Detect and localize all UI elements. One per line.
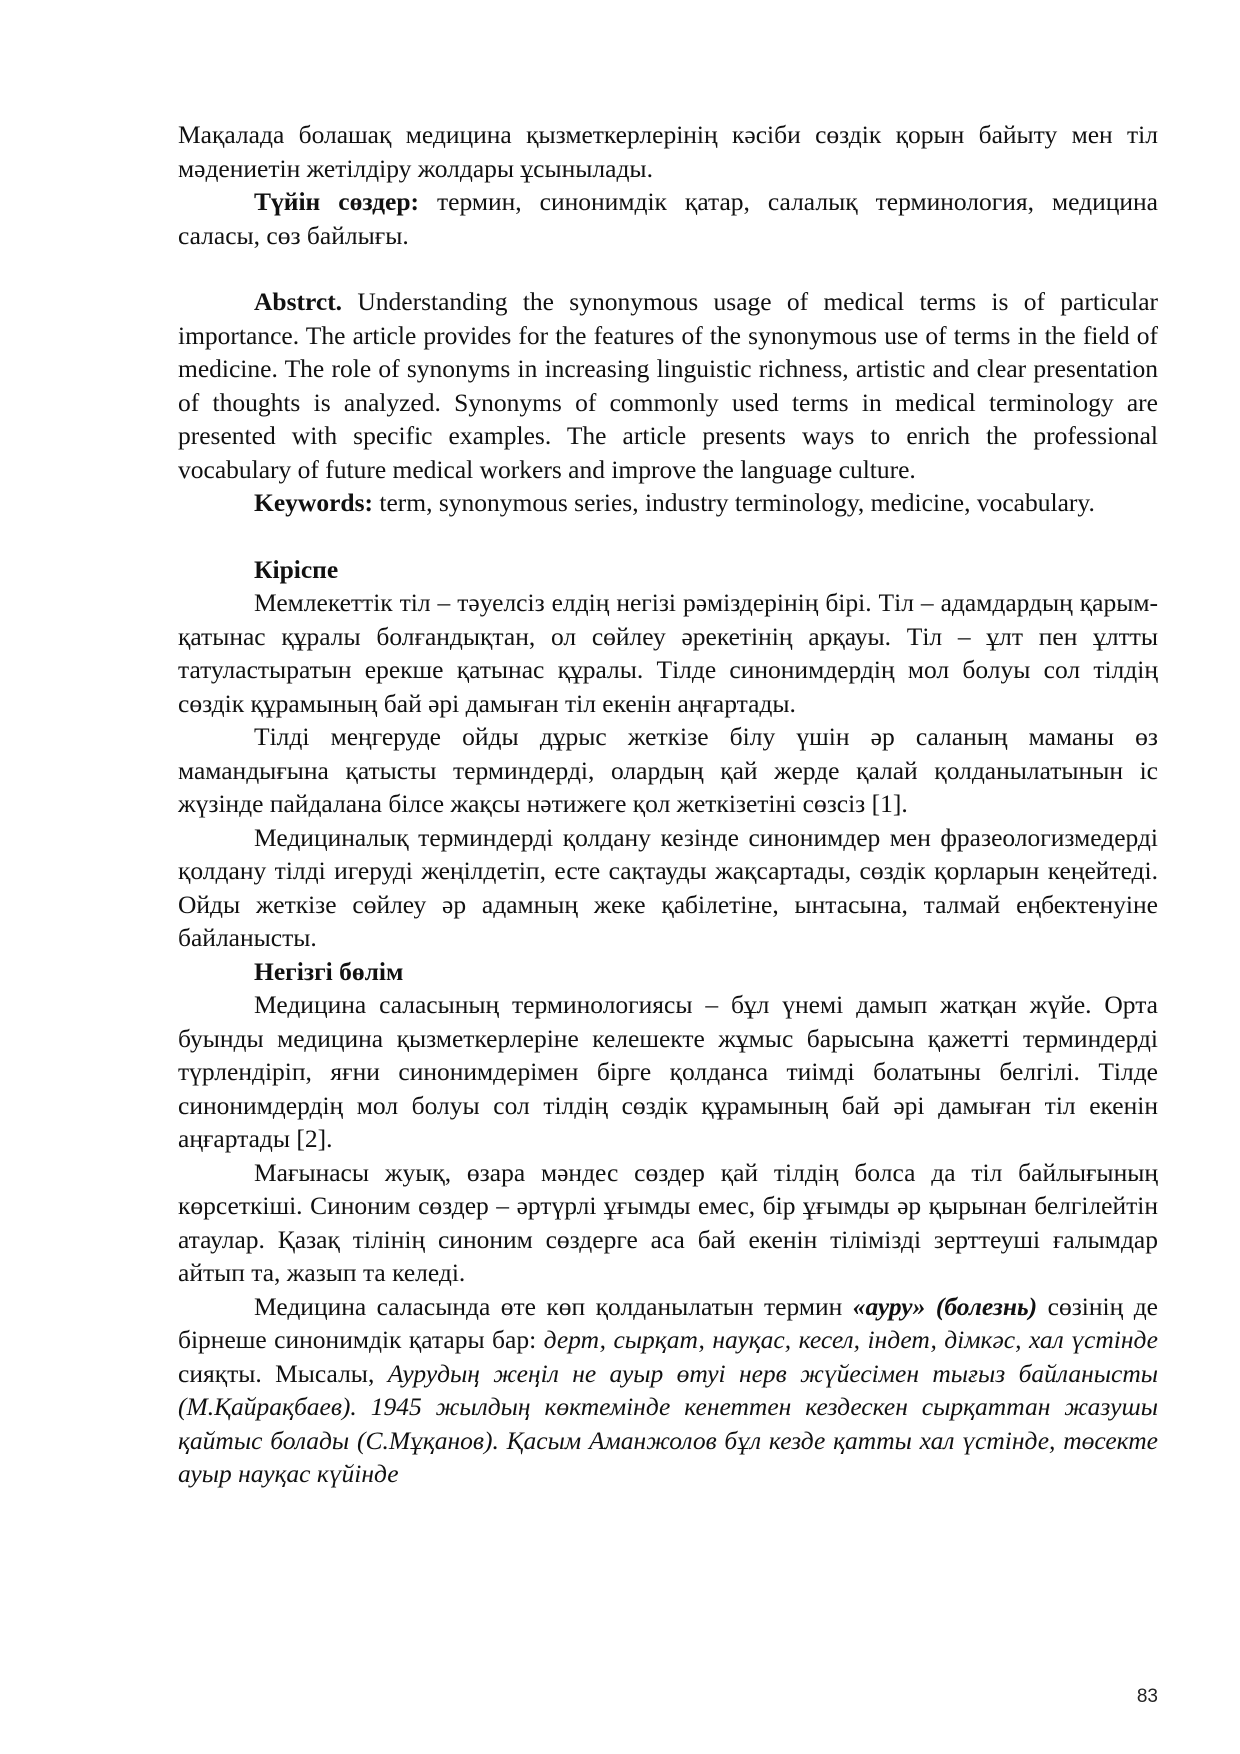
page-number: 83 [1136,1686,1158,1707]
main-paragraph-1: Медицина саласының терминологиясы – бұл үнемі дамып жатқан жүйе. Орта буынды медицина қызметкерлеріне келешекте жұмыс барысына қажетті терминдерді түрлендіріп, яғни синонимдерімен бірге қолданса тиімді болатыны белгілі. Тілде синонимдердің мол болуы сол тілдің сөздік құрамының бай әрі дамыған тіл екенін аңғартады [2]. [178,990,1158,1153]
intro-paragraph-3: Медициналық терминдерді қолдану кезінде синонимдер мен фразеологизмедерді қолдану тілді игеруді жеңілдетіп, есте сақтауды жақсартады, сөздік қорларын кеңейтеді. Ойды жеткізе сөйлеу әр адамның жеке қабілетіне, ынтасына, талмай еңбектенуіне байланысты. [178,822,1158,952]
main-p3-part-b: сөзінің де бірнеше синонимдік қатары бар: [178,1291,1158,1354]
abstract-paragraph [178,285,1158,486]
keywords-kz-label: Түйін сөздер: [254,187,419,216]
page-text [178,118,1158,1491]
main-paragraph-3 [178,1290,1158,1491]
summary-paragraph-end: Мақалада болашақ медицина қызметкерлерінің кәсіби сөздік қорын байыту мен тіл мәдениетін жетілдіру жолдары ұсынылады. [178,120,1158,183]
keywords-en-text: term, synonymous series, industry terminology, medicine, vocabulary. [372,488,1095,517]
abstract-label: Abstrct. [254,287,343,316]
main-p3-part-c: сияқты. Мысалы, [178,1358,388,1388]
main-p3-synonyms: дерт, сырқат, науқас, кесел, індет, дімкәс, хал үстінде [543,1325,1158,1354]
abstract-text: Understanding the synonymous usage of medical terms is of particular importance. The article provides for the features of the synonymous use of terms in the field of medicine. The role of synonyms in increasing linguistic richness, artistic and clear presentation of thoughts is analyzed. Synonyms of commonly used terms in medical terminology are presented with specific examples. The article presents ways to enrich the professional vocabulary of future medical workers and improve the language culture. [178,287,1158,484]
section-heading-intro: Кіріспе [254,554,339,584]
intro-paragraph-2: Тілді меңгеруде ойды дұрыс жеткізе білу үшін әр саланың маманы өз мамандығына қатысты терминдерді, олардың қай жерде қалай қолданылатынын іс жүзінде пайдалана білсе жақсы нәтижеге қол жеткізетіні сөзсіз [1]. [178,722,1158,818]
main-paragraph-2: Мағынасы жуық, өзара мәндес сөздер қай тілдің болса да тіл байлығының көрсеткіші. Синоним сөздер – әртүрлі ұғымды емес, бір ұғымды әр қырынан белгілейтін атаулар. Қазақ тілінің синоним сөздерге аса бай екенін тілімізді зерттеуші ғалымдар айтып та, жазып та келеді. [178,1157,1158,1287]
section-heading-main: Негізгі бөлім [254,956,404,986]
main-p3-part-a: Медицина саласында өте көп қолданылатын термин [254,1291,853,1321]
keywords-en-label: Keywords: [254,488,373,517]
keywords-en-paragraph [178,486,1158,520]
main-p3-term: «ауру» (болезнь) [852,1291,1038,1321]
spacer [178,520,1158,553]
keywords-kz-text: термин, синонимдік қатар, салалық терминология, медицина саласы, сөз байлығы. [178,187,1158,250]
main-p3-examples: Аурудың жеңіл не ауыр өтуі нерв жүйесімен тығыз байланысты (М.Қайрақбаев). 1945 жылдың көктемінде кенеттен кездескен сырқаттан жазушы қайтыс болады (С.Мұқанов). Қасым Аманжолов бұл кезде қатты хал үстінде, төсекте ауыр науқас күйінде [178,1358,1159,1488]
spacer [178,252,1158,285]
intro-paragraph-1: Мемлекеттік тіл – тәуелсіз елдің негізі рәміздерінің бірі. Тіл – адамдардың қарым-қатынас құралы болғандықтан, ол сөйлеу әрекетінің арқауы. Тіл – ұлт пен ұлтты татуластыратын ерекше қатынас құралы. Тілде синонимдердің мол болуы сол тілдің сөздік құрамының бай әрі дамыған тіл екенін аңғартады. [178,588,1158,718]
keywords-kz-paragraph [178,185,1158,252]
